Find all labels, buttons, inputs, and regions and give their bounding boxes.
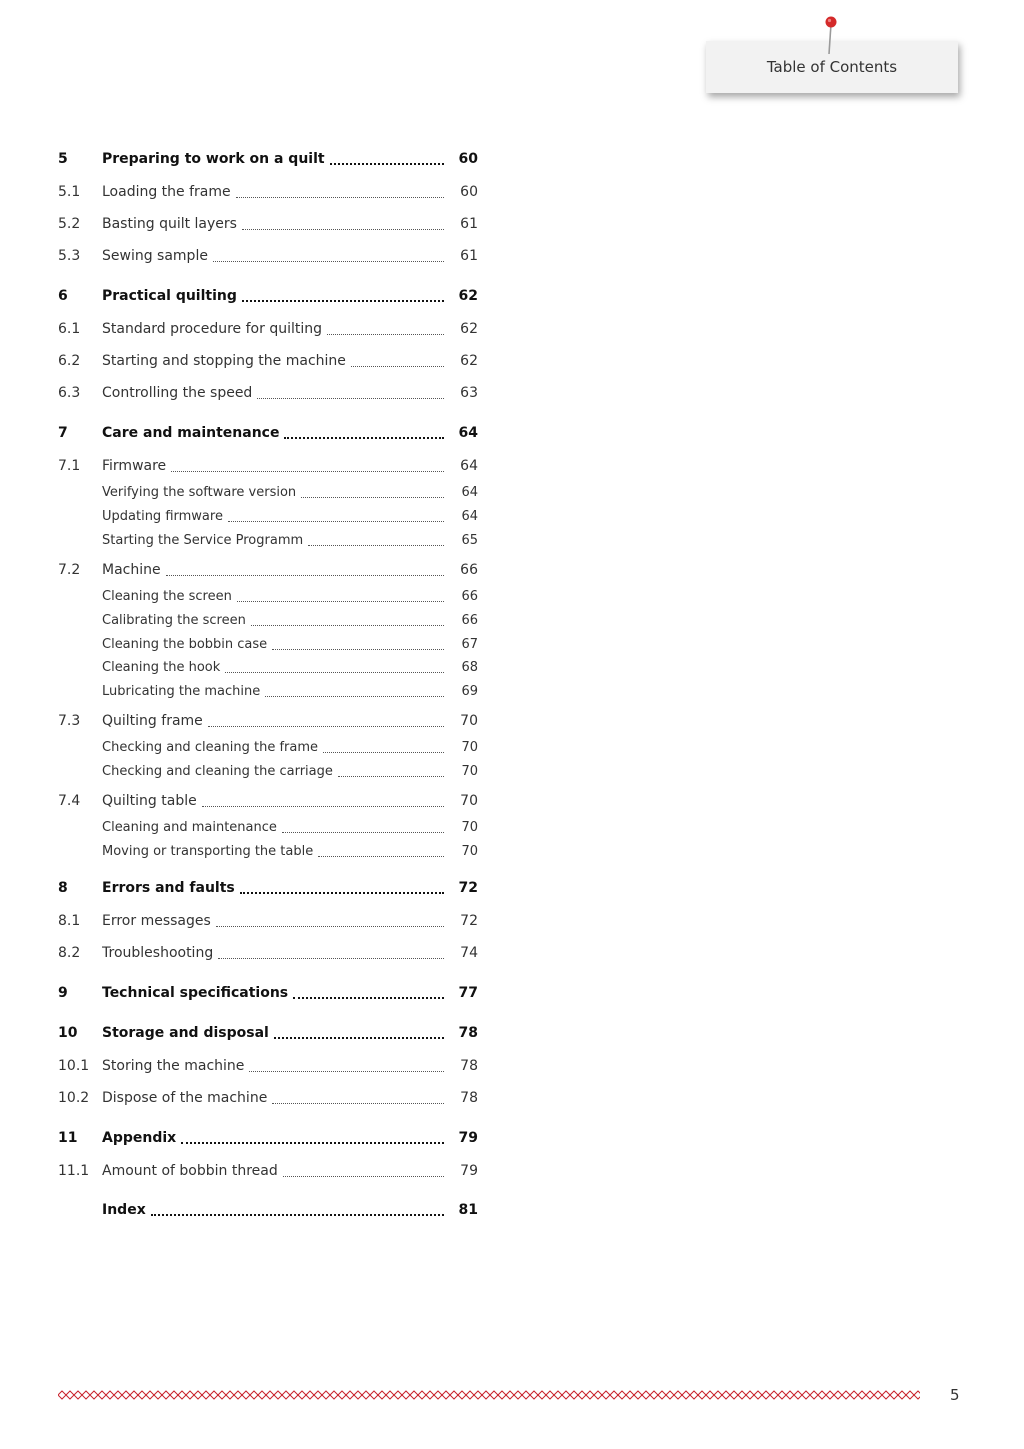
dot-leader	[208, 726, 444, 727]
toc-entry-title-text: Storing the machine	[102, 1058, 245, 1074]
toc-entry-title	[102, 216, 444, 232]
toc-entry-number: 5.3	[58, 248, 81, 264]
toc-entry-number: 8.1	[58, 913, 81, 929]
toc-entry-title	[102, 151, 444, 167]
dot-leader	[225, 672, 444, 673]
toc-entry-title-text: Storage and disposal	[102, 1025, 269, 1041]
toc-entry-title	[102, 184, 444, 200]
toc-entry-title	[102, 740, 444, 755]
toc-entry-title	[102, 1090, 444, 1106]
toc-entry-title	[102, 684, 444, 699]
toc-entry-title-text: Quilting table	[102, 793, 197, 809]
toc-entry-page: 69	[461, 683, 478, 699]
dot-leader	[301, 497, 444, 498]
dot-leader	[272, 1103, 444, 1104]
toc-entry-page: 79	[460, 1163, 478, 1179]
toc-entry[interactable]	[58, 481, 478, 503]
pushpin-icon	[818, 14, 844, 56]
toc-entry-page: 70	[461, 739, 478, 755]
toc-entry-page: 79	[458, 1130, 478, 1146]
toc-entry-title	[102, 660, 444, 675]
toc-entry-number: 6.2	[58, 353, 81, 369]
toc-entry[interactable]	[58, 816, 478, 838]
toc-entry-title-text: Controlling the speed	[102, 385, 253, 401]
toc-entry-page: 60	[460, 184, 478, 200]
toc-entry-page: 62	[460, 321, 478, 337]
toc-entry[interactable]	[58, 213, 478, 235]
toc-entry-title	[102, 562, 444, 578]
toc-entry[interactable]	[58, 455, 478, 477]
toc-entry-title	[102, 1130, 444, 1146]
toc-entry-title-text: Errors and faults	[102, 880, 235, 896]
dot-leader	[171, 471, 444, 472]
dot-leader	[257, 398, 444, 399]
toc-entry[interactable]	[58, 318, 478, 340]
toc-entry[interactable]	[58, 505, 478, 527]
toc-entry[interactable]	[58, 1087, 478, 1109]
section-tab-label: Table of Contents	[766, 58, 898, 76]
toc-entry-number: 10.2	[58, 1090, 90, 1106]
toc-entry-page: 60	[458, 151, 478, 167]
toc-entry-title-text: Troubleshooting	[102, 945, 214, 961]
toc-entry-number: 7.3	[58, 713, 81, 729]
toc-entry-page: 64	[460, 458, 478, 474]
dot-leader	[274, 1037, 444, 1039]
toc-entry-title-text: Quilting frame	[102, 713, 203, 729]
toc-entry-number: 8	[58, 880, 68, 896]
toc-entry[interactable]	[58, 710, 478, 732]
toc-entry-page: 70	[460, 793, 478, 809]
toc-entry[interactable]	[58, 633, 478, 655]
toc-entry-page: 72	[460, 913, 478, 929]
toc-entry-title-text: Dispose of the machine	[102, 1090, 268, 1106]
toc-entry-title-text: Firmware	[102, 458, 167, 474]
toc-entry-page: 65	[461, 532, 478, 548]
toc-entry-title-text: Starting the Service Programm	[102, 532, 304, 548]
toc-entry-number: 10	[58, 1025, 78, 1041]
toc-entry-number: 5.2	[58, 216, 81, 232]
toc-entry[interactable]	[58, 382, 478, 404]
toc-entry-page: 74	[460, 945, 478, 961]
toc-entry-title-text: Cleaning the hook	[102, 659, 221, 675]
toc-entry-number: 7	[58, 425, 68, 441]
toc-entry-page: 77	[458, 985, 478, 1001]
toc-entry-title	[102, 533, 444, 548]
toc-entry-number: 6.3	[58, 385, 81, 401]
dot-leader	[242, 300, 444, 302]
toc-entry-number: 9	[58, 985, 68, 1001]
toc-entry-page: 67	[461, 636, 478, 652]
dot-leader	[166, 575, 444, 576]
dot-leader	[284, 437, 444, 439]
decorative-stitch-line	[58, 1388, 920, 1402]
toc-entry[interactable]	[58, 760, 478, 782]
toc-entry-number: 5	[58, 151, 68, 167]
toc-entry-page: 62	[460, 353, 478, 369]
toc-entry-title	[102, 509, 444, 524]
toc-entry-title-text: Cleaning the bobbin case	[102, 636, 268, 652]
toc-entry-number: 11.1	[58, 1163, 90, 1179]
toc-entry-number: 8.2	[58, 945, 81, 961]
toc-entry-title	[102, 248, 444, 264]
toc-entry-title-text: Starting and stopping the machine	[102, 353, 346, 369]
toc-entry[interactable]	[58, 529, 478, 551]
toc-entry-title	[102, 321, 444, 337]
toc-entry[interactable]	[58, 181, 478, 203]
dot-leader	[330, 163, 444, 165]
toc-entry-title-text: Care and maintenance	[102, 425, 280, 441]
toc-entry-page: 64	[461, 508, 478, 524]
toc-entry-title	[102, 880, 444, 896]
toc-entry-title	[102, 1058, 444, 1074]
toc-entry[interactable]	[58, 656, 478, 678]
toc-entry-title-text: Index	[102, 1202, 146, 1218]
dot-leader	[236, 197, 444, 198]
page-number: 5	[950, 1386, 960, 1404]
toc-entry-title	[102, 613, 444, 628]
toc-entry-page: 78	[460, 1058, 478, 1074]
toc-entry-title	[102, 820, 444, 835]
dot-leader	[213, 261, 444, 262]
toc-entry[interactable]	[58, 245, 478, 267]
toc-entry-page: 72	[458, 880, 478, 896]
toc-entry[interactable]	[58, 680, 478, 702]
toc-entry[interactable]	[58, 840, 478, 862]
dot-leader	[216, 926, 444, 927]
toc-entry-title-text: Standard procedure for quilting	[102, 321, 323, 337]
dot-leader	[308, 545, 444, 546]
toc-entry-title	[102, 458, 444, 474]
toc-entry-page: 61	[460, 216, 478, 232]
toc-entry-page: 61	[460, 248, 478, 264]
dot-leader	[293, 997, 444, 999]
toc-entry-page: 70	[461, 819, 478, 835]
dot-leader	[282, 832, 444, 833]
toc-entry[interactable]	[58, 1022, 478, 1044]
toc-entry-page: 70	[461, 843, 478, 859]
toc-entry-title	[102, 764, 444, 779]
toc-entry-title	[102, 425, 444, 441]
dot-leader	[318, 856, 444, 857]
toc-entry[interactable]	[58, 790, 478, 812]
dot-leader	[351, 366, 444, 367]
toc-entry-page: 68	[461, 659, 478, 675]
toc-entry-title	[102, 288, 444, 304]
toc-entry-title-text: Preparing to work on a quilt	[102, 151, 325, 167]
dot-leader	[202, 806, 444, 807]
toc-entry-title-text: Error messages	[102, 913, 211, 929]
toc-entry-title	[102, 589, 444, 604]
toc-entry-page: 70	[460, 713, 478, 729]
toc-entry-number: 6.1	[58, 321, 81, 337]
toc-entry-page: 78	[458, 1025, 478, 1041]
toc-entry[interactable]	[58, 1199, 478, 1221]
toc-entry[interactable]	[58, 877, 478, 899]
toc-entry[interactable]	[58, 1160, 478, 1182]
dot-leader	[151, 1214, 444, 1216]
toc-entry[interactable]	[58, 422, 478, 444]
toc-entry-page: 64	[461, 484, 478, 500]
dot-leader	[237, 601, 444, 602]
toc-entry[interactable]	[58, 982, 478, 1004]
toc-entry-title	[102, 945, 444, 961]
toc-entry-title	[102, 1163, 444, 1179]
toc-entry-title-text: Verifying the software version	[102, 484, 297, 500]
dot-leader	[338, 776, 444, 777]
toc-entry-title-text: Calibrating the screen	[102, 612, 246, 628]
toc-entry-title-text: Loading the frame	[102, 184, 231, 200]
dot-leader	[228, 521, 444, 522]
toc-entry-number: 6	[58, 288, 68, 304]
toc-entry-number: 7.2	[58, 562, 81, 578]
toc-entry-title-text: Appendix	[102, 1130, 177, 1146]
toc-entry-number: 7.1	[58, 458, 81, 474]
toc-entry-title-text: Lubricating the machine	[102, 683, 261, 699]
toc-entry[interactable]	[58, 910, 478, 932]
toc-entry-page: 63	[460, 385, 478, 401]
toc-entry-number: 5.1	[58, 184, 81, 200]
toc-entry[interactable]	[58, 350, 478, 372]
toc-entry-page: 70	[461, 763, 478, 779]
toc-entry-page: 66	[460, 562, 478, 578]
dot-leader	[327, 334, 444, 335]
toc-entry-title-text: Basting quilt layers	[102, 216, 237, 232]
toc-entry-title-text: Amount of bobbin thread	[102, 1163, 278, 1179]
toc-entry-page: 66	[461, 612, 478, 628]
toc-entry-page: 81	[458, 1202, 478, 1218]
toc-entry-number: 11	[58, 1130, 78, 1146]
toc-entry[interactable]	[58, 942, 478, 964]
dot-leader	[181, 1142, 444, 1144]
toc-entry-title	[102, 713, 444, 729]
toc-entry-title-text: Cleaning the screen	[102, 588, 232, 604]
toc-entry-title-text: Moving or transporting the table	[102, 843, 314, 859]
toc-entry-title	[102, 1025, 444, 1041]
toc-entry-page: 64	[458, 425, 478, 441]
toc-entry[interactable]	[58, 148, 478, 170]
toc-entry-page: 66	[461, 588, 478, 604]
dot-leader	[265, 696, 444, 697]
toc-entry[interactable]	[58, 1055, 478, 1077]
toc-entry-title	[102, 793, 444, 809]
toc-entry-title	[102, 353, 444, 369]
toc-entry-page: 78	[460, 1090, 478, 1106]
dot-leader	[272, 649, 444, 650]
toc-entry-number: 7.4	[58, 793, 81, 809]
toc-entry[interactable]	[58, 736, 478, 758]
toc-entry-title-text: Updating firmware	[102, 508, 223, 524]
toc-entry-title-text: Technical specifications	[102, 985, 289, 1001]
toc-entry[interactable]	[58, 609, 478, 631]
dot-leader	[283, 1176, 444, 1177]
toc-entry-title	[102, 1202, 444, 1218]
toc-entry[interactable]	[58, 1127, 478, 1149]
toc-entry-title	[102, 913, 444, 929]
dot-leader	[218, 958, 444, 959]
dot-leader	[323, 752, 444, 753]
toc-entry-title	[102, 637, 444, 652]
toc-entry-title	[102, 485, 444, 500]
toc-entry-title-text: Checking and cleaning the frame	[102, 739, 319, 755]
toc-entry-title-text: Practical quilting	[102, 288, 237, 304]
toc-entry-title	[102, 985, 444, 1001]
toc-entry[interactable]	[58, 559, 478, 581]
dot-leader	[251, 625, 444, 626]
toc-entry-title-text: Sewing sample	[102, 248, 208, 264]
toc-entry-title	[102, 385, 444, 401]
toc-entry[interactable]	[58, 285, 478, 307]
toc-entry-title-text: Checking and cleaning the carriage	[102, 763, 333, 779]
toc-entry-title	[102, 844, 444, 859]
dot-leader	[240, 892, 444, 894]
dot-leader	[242, 229, 444, 230]
toc-entry-title-text: Machine	[102, 562, 161, 578]
toc-entry[interactable]	[58, 585, 478, 607]
toc-entry-page: 62	[458, 288, 478, 304]
dot-leader	[249, 1071, 444, 1072]
toc-entry-title-text: Cleaning and maintenance	[102, 819, 277, 835]
toc-entry-number: 10.1	[58, 1058, 90, 1074]
